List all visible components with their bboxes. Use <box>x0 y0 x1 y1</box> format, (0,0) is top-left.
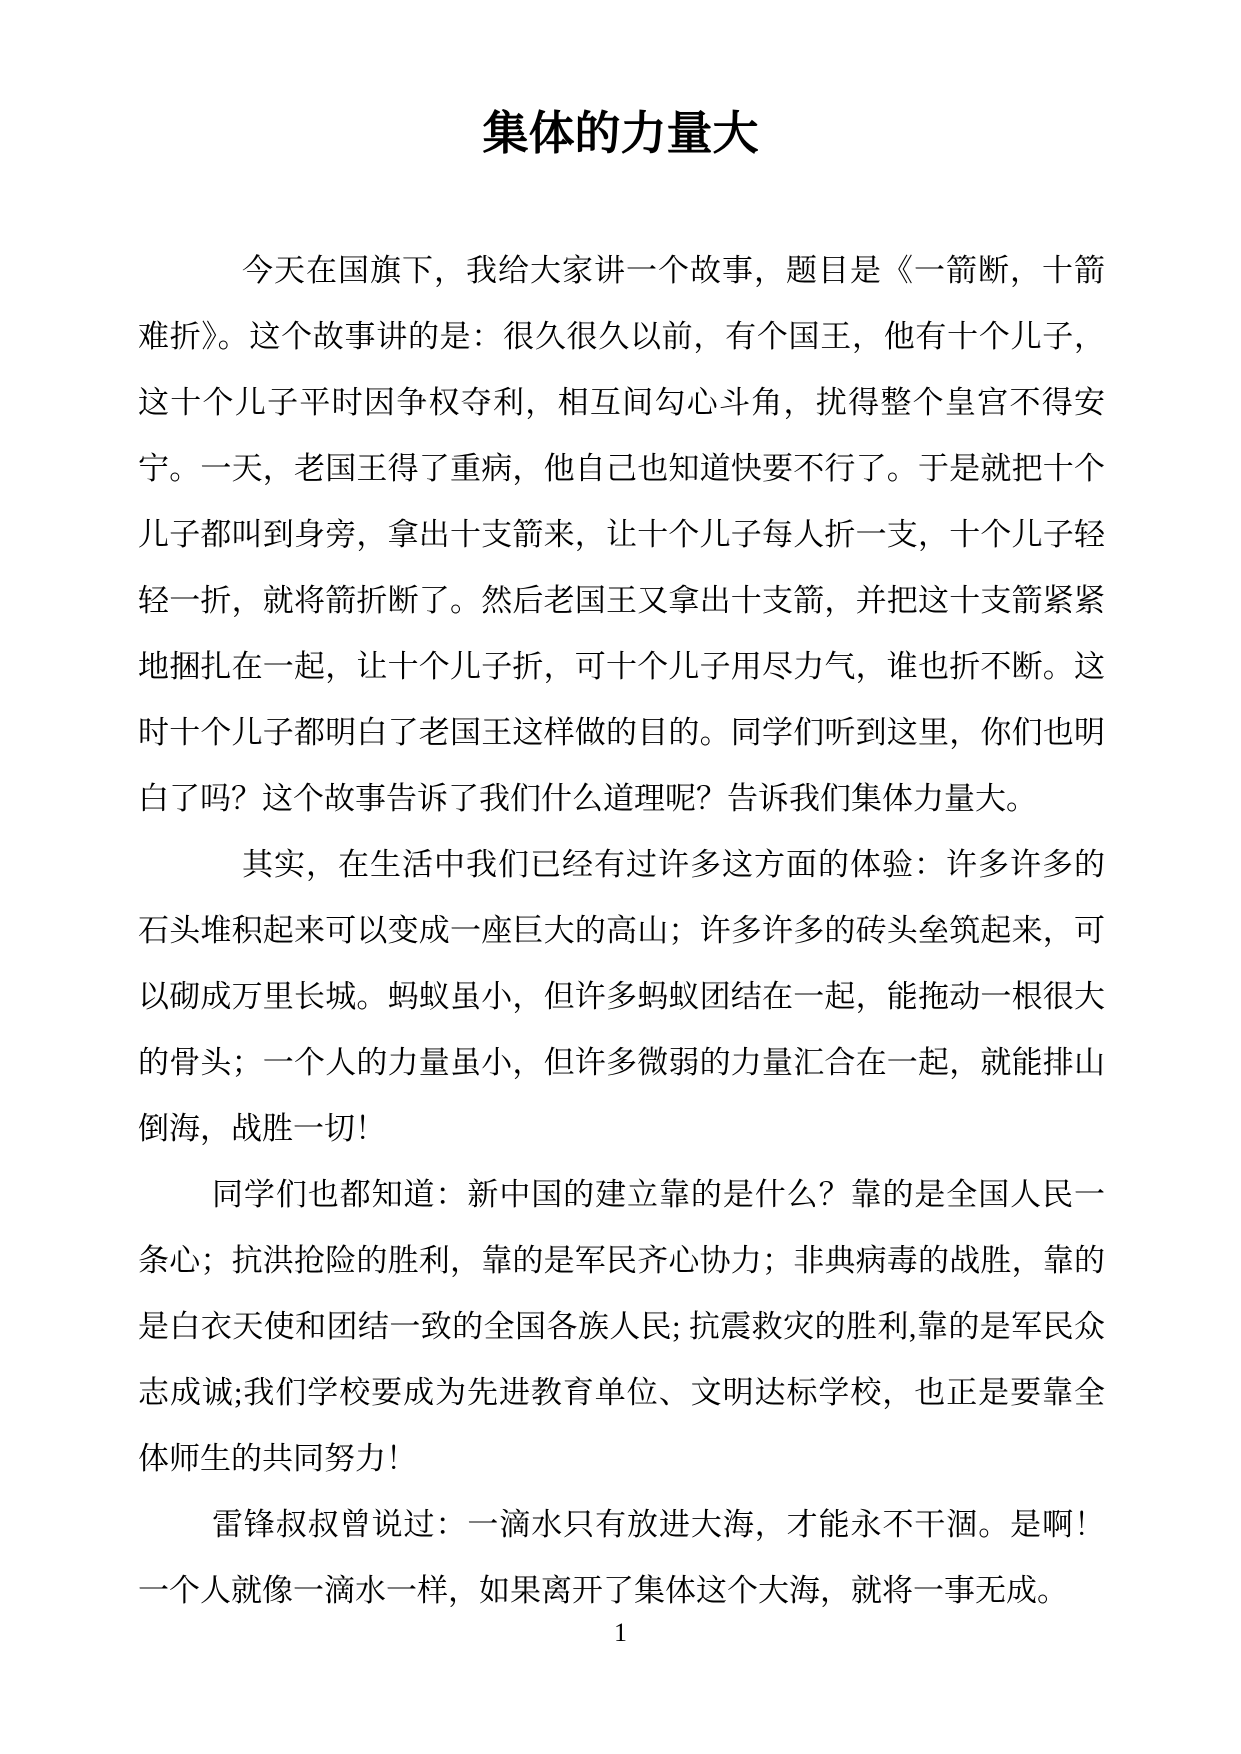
paragraph-3: 同学们也都知道：新中国的建立靠的是什么？靠的是全国人民一条心；抗洪抢险的胜利，靠的是军民齐心协力；非典病毒的战胜，靠的是白衣天使和团结一致的全国各族人民; 抗震救灾的胜利,靠的是军民众志成诚;我们学校要成为先进教育单位、文明达标学校，也正是要靠全体师生的共同努力！ <box>138 1177 1105 1476</box>
paragraph-1: 今天在国旗下，我给大家讲一个故事，题目是《一箭断，十箭难折》。这个故事讲的是：很久很久以前，有个国王，他有十个儿子，这十个儿子平时因争权夺利，相互间勾心斗角，扰得整个皇宫不得安宁。一天，老国王得了重病，他自己也知道快要不行了。于是就把十个儿子都叫到身旁，拿出十支箭来，让十个儿子每人折一支，十个儿子轻轻一折，就将箭折断了。然后老国王又拿出十支箭，并把这十支箭紧紧地捆扎在一起，让十个儿子折，可十个儿子用尽力气，谁也折不断。这时十个儿子都明白了老国王这样做的目的。同学们听到这里，你们也明白了吗？这个故事告诉了我们什么道理呢？告诉我们集体力量大。 <box>138 253 1105 816</box>
page-number: 1 <box>614 1618 627 1647</box>
paragraph-2: 其实，在生活中我们已经有过许多这方面的体验：许多许多的石头堆积起来可以变成一座巨大的高山；许多许多的砖头垒筑起来，可以砌成万里长城。蚂蚁虽小，但许多蚂蚁团结在一起，能拖动一根很大的骨头；一个人的力量虽小，但许多微弱的力量汇合在一起，就能排山倒海，战胜一切！ <box>138 847 1105 1146</box>
document-body <box>0 238 1241 1624</box>
document-title: 集体的力量大 <box>482 107 759 159</box>
paragraph-4: 雷锋叔叔曾说过：一滴水只有放进大海，才能永不干涸。是啊！一个人就像一滴水一样，如果离开了集体这个大海，就将一事无成。 <box>138 1507 1105 1608</box>
